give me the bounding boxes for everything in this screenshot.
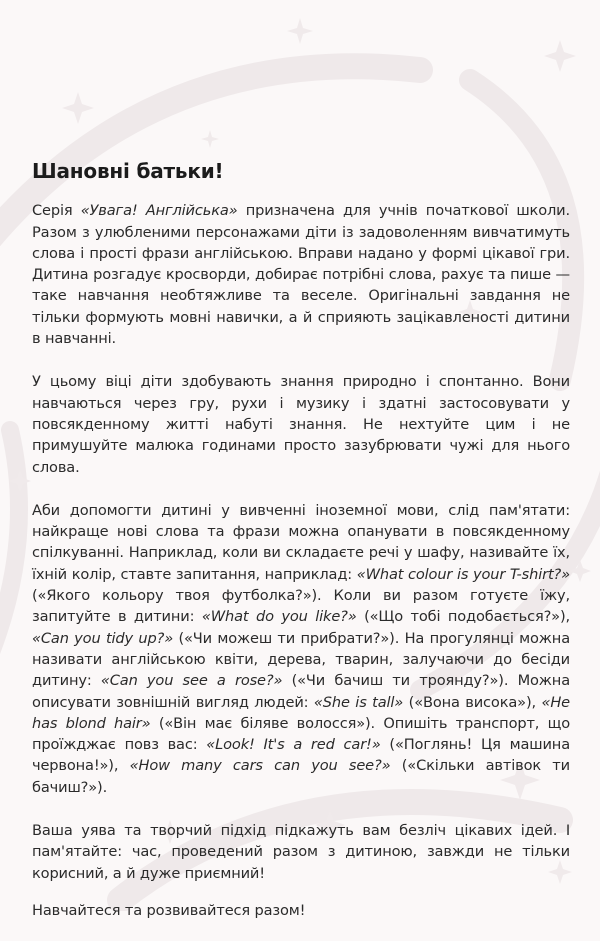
- star-decoration-icon: [62, 92, 94, 124]
- star-decoration-icon: [544, 40, 576, 72]
- english-phrase: «He has blond hair»: [32, 693, 570, 732]
- english-phrase: «What do you like?»: [201, 608, 357, 626]
- text-segment: («Якого кольору твоя футболка?»). Коли ви разом готуєте їжу, запитуйте в дитини:: [32, 587, 570, 626]
- paragraph-examples: [32, 500, 570, 798]
- page-title: Шановні батьки!: [32, 159, 224, 183]
- star-decoration-icon: [287, 18, 313, 44]
- english-phrase: «Can you tidy up?»: [32, 629, 174, 647]
- text-segment: («Вона висока»),: [403, 693, 542, 711]
- text-segment: Навчайтеся та розвивайтеся разом!: [32, 901, 306, 919]
- english-phrase: «Увага! Англійська»: [80, 202, 238, 220]
- text-segment: («Він має біляве волосся»). Опишіть транспорт, що проїжджає повз вас:: [32, 714, 570, 754]
- paragraph-learning: [32, 371, 570, 477]
- english-phrase: «Can you see a rose?»: [100, 672, 283, 690]
- english-phrase: «She is tall»: [313, 693, 404, 711]
- text-segment: Серія: [32, 202, 81, 220]
- english-phrase: «How many cars can you see?»: [129, 757, 391, 775]
- text-segment: («Чи бачиш ти троянду?»). Можна описувати зовнішній вигляд людей:: [32, 672, 570, 711]
- text-segment: («Скільки автівок ти бачиш?»).: [32, 757, 570, 796]
- text-segment: Ваша уява та творчий підхід підкажуть вам безліч цікавих ідей. І пам'ятайте: час, проведений разом з дитиною, завжди не тільки корисний, а й дуже приємний!: [32, 822, 570, 882]
- text-segment: Аби допомогти дитині у вивченні іноземної мови, слід пам'ятати: найкраще нові слова та фрази можна опанувати в повсякденному спілкуванні. Наприклад, коли ви складаєте речі у шафу, називайте їх, їхній колір, ставте запитання, наприклад:: [32, 501, 570, 583]
- letter-body: [32, 161, 570, 941]
- text-segment: («Чи можеш ти прибрати?»). На прогулянці можна називати англійською квіти, дерева, тварин, залучаючи до бесіди дитину:: [32, 629, 570, 690]
- text-segment: («Що тобі подобається?»),: [356, 608, 570, 626]
- paragraph-intro: [32, 200, 570, 349]
- english-phrase: «What colour is your T-shirt?»: [356, 565, 571, 583]
- star-decoration-icon: [201, 130, 219, 148]
- text-segment: («Поглянь! Ця машина червона!»),: [32, 736, 570, 775]
- paragraph-creativity: [32, 820, 570, 884]
- text-segment: У цьому віці діти здобувають знання природно і спонтанно. Вони навчаються через гру, рухи і музику і здатні застосовувати у повсякденному житті набуті знання. Не нехтуйте цим і не примушуйте малюка годинами просто зазубрювати чужі для нього слова.: [32, 373, 570, 476]
- english-phrase: «Look! It's a red car!»: [206, 736, 381, 754]
- text-segment: призначена для учнів початкової школи. Разом з улюбленими персонажами діти із задоволенням вивчатимуть слова і прості фрази англійською. Вправи надано у формі цікавої гри. Дитина розгадує кросворди, добирає потрібні слова, рахує та пише — таке навчання необтяжливе та веселе. Оригінальні завдання не тільки формують мовні навички, а й сприяють зацікавленості дитини в навчанні.: [32, 202, 570, 348]
